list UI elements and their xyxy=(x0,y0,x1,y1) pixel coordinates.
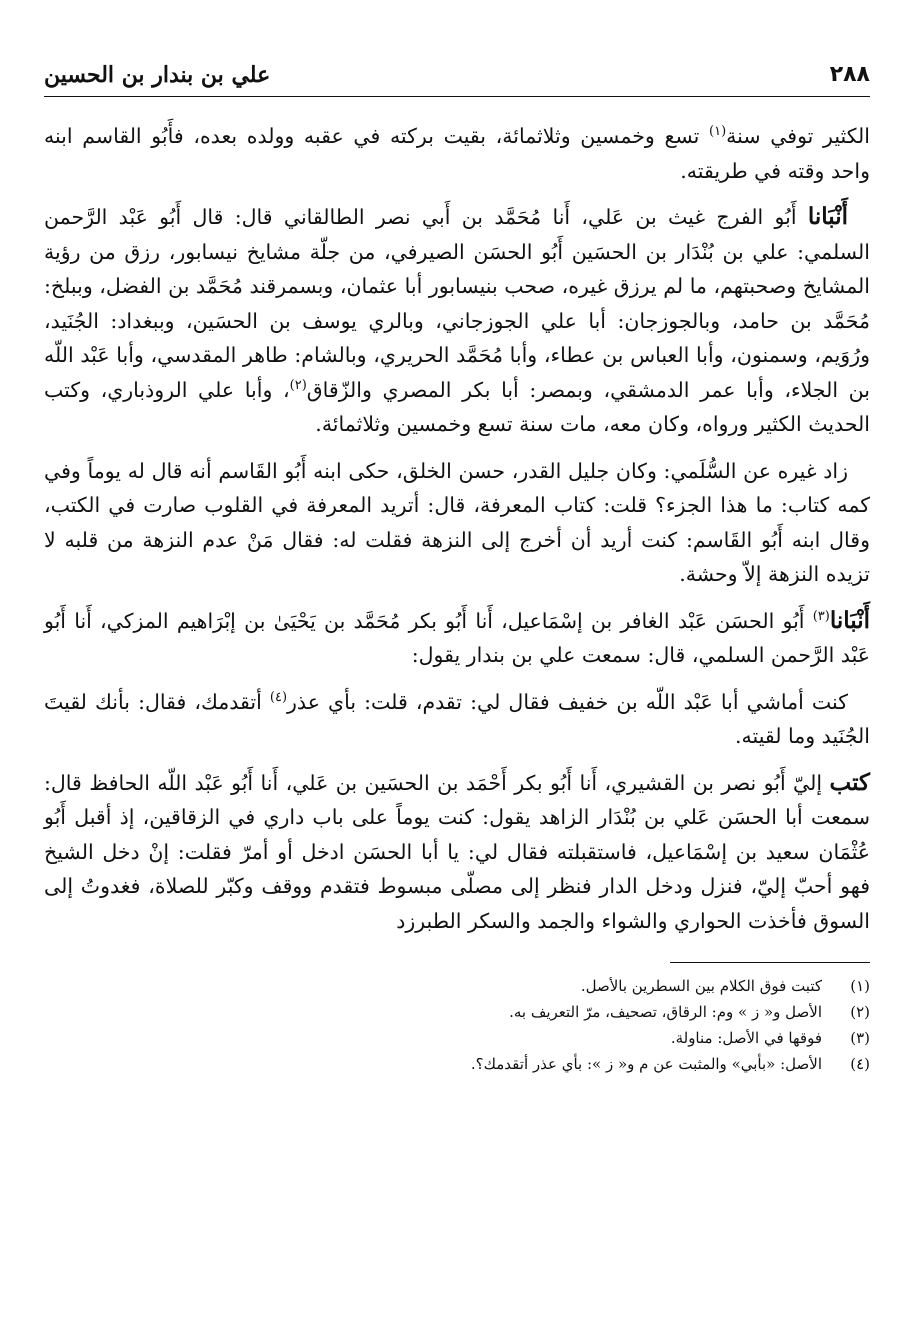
paragraph xyxy=(44,685,870,754)
paragraph-text-cont: ، وأبا علي الروذباري، وكتب الحديث الكثير ورواه، وكان معه، مات سنة تسع وخمسين وثلاثمائة. xyxy=(44,377,870,436)
main-text xyxy=(44,119,870,938)
isnad-keyword: كتب xyxy=(829,768,870,796)
footnote-number: (٤) xyxy=(850,1055,870,1073)
paragraph-text-cont: أتقدمك، فقال: بأنك لقيتَ الجُنَيد وما لقيته. xyxy=(44,689,870,748)
paragraph xyxy=(44,119,870,188)
footnote-number: (٣) xyxy=(850,1029,870,1047)
footnote xyxy=(44,999,870,1025)
paragraph-text-cont: تسع وخمسين وثلاثمائة، بقيت بركته في عقبه وولده بعده، فأَبُو القاسم ابنه واحد وقته في طريقته. xyxy=(44,124,870,183)
paragraph-text: أَبُو الفرج غيث بن عَلي، أَنا مُحَمَّد بن أَبي نصر الطالقاني قال: قال أَبُو عَبْد الرَّحمن السلمي: علي بن بُنْدَار بن الحسَين أَبُو الحسَن الصيرفي، من جلّة مشايخ نيسابور، رزق من رؤية المشايخ وصحبتهم، ما لم يرزق غيره، صحب بنيسابور أبا عثمان، وبسمرقند مُحَمَّد بن الفضل، وببلخ: مُحَمَّد بن حامد، وبالجوزجان: أبا علي الجوزجاني، وبالري يوسف بن الحسَين، وببغداد: الجُنَيد، ورُوَيم، وسمنون، وأبا العباس بن عطاء، وأبا مُحَمَّد الحريري، وبالشام: طاهر المقدسي، وأبا عَبْد اللّه بن الجلاء، وأبا عمر الدمشقي، وبمصر: أبا بكر المصري والزّقاق xyxy=(44,205,870,402)
footnote-text: فوقها في الأصل: مناولة. xyxy=(670,1029,822,1047)
paragraph xyxy=(44,454,870,592)
footnote xyxy=(44,973,870,999)
footnote-text: الأصل: «بأبي» والمثبت عن م و« ز »: بأي عذر أتقدمك؟. xyxy=(470,1055,822,1073)
paragraph xyxy=(44,604,870,673)
footnote-marker: (١) xyxy=(709,124,727,140)
footnote xyxy=(44,1051,870,1077)
footnote-marker: (٤) xyxy=(269,689,288,705)
footnote-text: كتبت فوق الكلام بين السطرين بالأصل. xyxy=(580,977,822,995)
paragraph-text: زاد غيره عن السُّلَمي: وكان جليل القدر، حسن الخلق، حكى ابنه أَبُو القَاسم أنه قال له يوماً وفي كمه كتاب: ما هذا الجزء؟ قلت: كتاب المعرفة، قال: أتريد المعرفة في القلوب صارت في الكتب، وقال ابنه أَبُو القَاسم: كنت أريد أن أخرج إلى النزهة فقلت له: فقال مَنْ عدم النزهة من قلبه لا تزيده النزهة إلاّ وحشة. xyxy=(44,458,870,586)
isnad-keyword: أَنْبَانا xyxy=(807,203,848,230)
footnote-number: (١) xyxy=(850,977,870,995)
page-number: ٢٨٨ xyxy=(829,62,870,87)
book-page xyxy=(44,54,870,1077)
paragraph-text: كنت أماشي أبا عَبْد اللّه بن خفيف فقال لي: تقدم، قلت: بأي عذر xyxy=(287,689,848,714)
paragraph-text: إليّ أَبُو نصر بن القشيري، أَنا أَبُو بكر أَحْمَد بن الحسَين بن عَلي، أَنا أَبُو عَبْد اللّه الحافظ قال: سمعت أبا الحسَن عَلي بن بُنْدَار الزاهد يقول: كنت يوماً على باب داري في الزقاقين، إذ أقبل أَبُو عُثْمَان سعيد بن إسْمَاعيل، فاستقبلته فقال لي: يا أبا الحسَن ادخل أو أمرّ فقلت: إنْ دخل الشيخ فهو أحبّ إليّ، فنزل ودخل الدار فنظر إلى مصلّى مبسوط فتقدم ووقف وكبّر للصلاة، فغدوتُ إلى السوق فأخذت الحواري والشواء والجمد والسكر الطبرزد xyxy=(44,770,870,933)
running-title: علي بن بندار بن الحسين xyxy=(44,62,271,88)
footnote xyxy=(44,1025,870,1051)
footnotes xyxy=(44,973,870,1077)
page-header xyxy=(44,54,870,97)
paragraph xyxy=(44,766,870,939)
footnote-number: (٢) xyxy=(850,1003,870,1021)
paragraph-text-cont: أَبُو الحسَن عَبْد الغافر بن إسْمَاعيل، أَنا أَبُو بكر مُحَمَّد بن يَحْيَىٰ بن إبْرَاهيم المزكي، أَنا أَبُو عَبْد الرَّحمن السلمي، قال: سمعت علي بن بندار يقول: xyxy=(44,608,870,667)
paragraph-text: الكثير توفي سنة xyxy=(726,124,871,148)
paragraph xyxy=(44,200,870,442)
footnote-marker: (٢) xyxy=(289,377,307,393)
footnote-marker: (٣) xyxy=(812,608,830,624)
isnad-keyword: أَنْبَانا xyxy=(829,606,870,634)
footnote-text: الأصل و« ز » وم: الرقاق، تصحيف، مرّ التعريف به. xyxy=(509,1003,822,1021)
footnote-divider xyxy=(670,962,870,963)
